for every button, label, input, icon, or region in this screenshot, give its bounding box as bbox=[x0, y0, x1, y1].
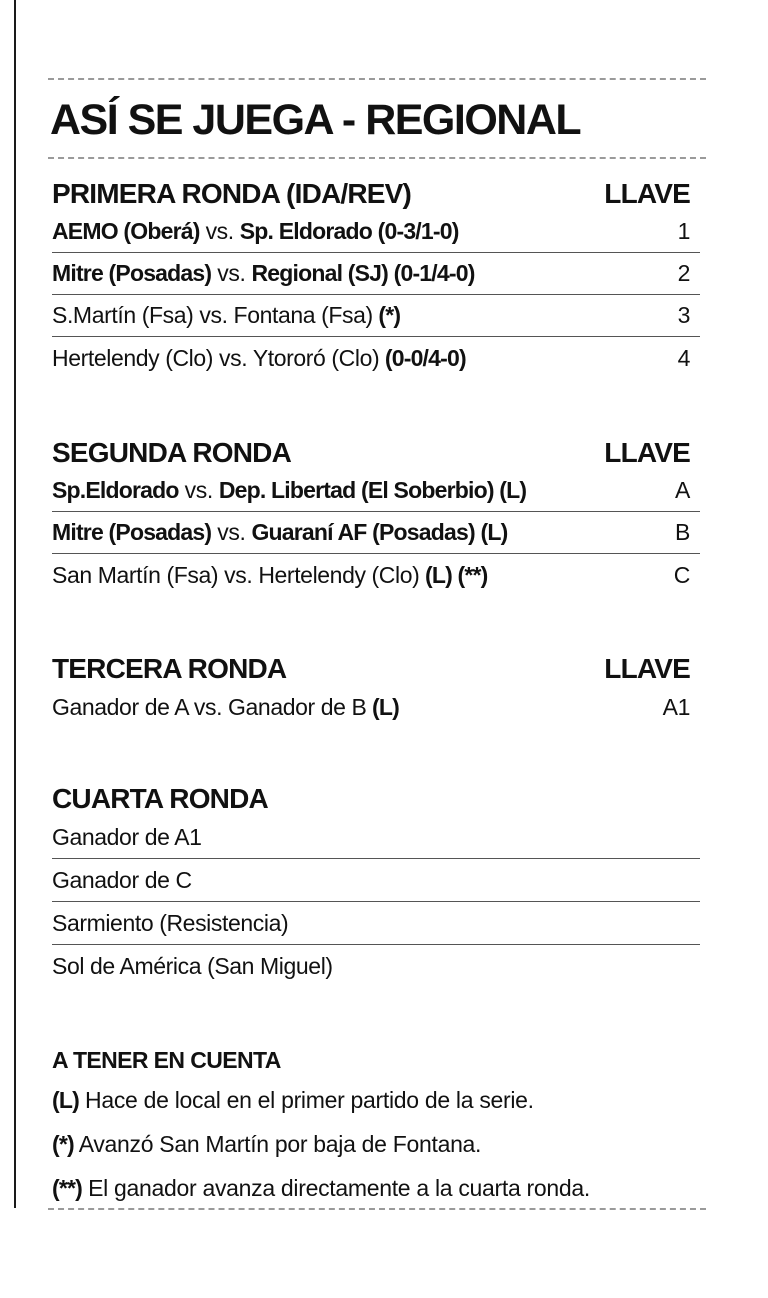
section-title: CUARTA RONDA bbox=[52, 783, 268, 814]
list-item bbox=[52, 945, 700, 988]
page-title: ASÍ SE JUEGA - REGIONAL bbox=[50, 96, 581, 144]
match-row bbox=[52, 295, 700, 337]
notes-section bbox=[52, 1042, 692, 1210]
section-header bbox=[52, 436, 700, 470]
section-header bbox=[52, 652, 700, 686]
match-text: Mitre (Posadas) vs. Regional (SJ) (0-1/4-0) bbox=[52, 260, 475, 286]
match-row bbox=[52, 337, 700, 379]
match-row bbox=[52, 512, 700, 554]
section-title: TERCERA RONDA bbox=[52, 653, 287, 684]
match-key: A1 bbox=[662, 693, 690, 720]
match-text: Sp.Eldorado vs. Dep. Libertad (El Soberbio) (L) bbox=[52, 477, 527, 503]
divider-title bbox=[48, 157, 706, 159]
match-row bbox=[52, 253, 700, 295]
match-text: S.Martín (Fsa) vs. Fontana (Fsa) (*) bbox=[52, 302, 401, 328]
match-key: C bbox=[673, 561, 690, 588]
notes-title: A TENER EN CUENTA bbox=[52, 1046, 281, 1073]
note-item: (**) El ganador avanza directamente a la cuarta ronda. bbox=[52, 1174, 590, 1201]
section-header bbox=[52, 782, 700, 816]
key-column-header: LLAVE bbox=[604, 178, 690, 209]
key-column-header: LLAVE bbox=[604, 437, 690, 468]
list-item bbox=[52, 859, 700, 902]
match-text: AEMO (Oberá) vs. Sp. Eldorado (0-3/1-0) bbox=[52, 218, 459, 244]
divider-bottom bbox=[48, 1208, 706, 1210]
section-title: SEGUNDA RONDA bbox=[52, 437, 292, 468]
match-key: 3 bbox=[677, 302, 690, 328]
note-item: (L) Hace de local en el primer partido de la serie. bbox=[52, 1086, 534, 1113]
section-cuarta-ronda bbox=[52, 782, 700, 988]
left-border-rule bbox=[14, 0, 16, 1208]
team-name: Sol de América (San Miguel) bbox=[52, 953, 333, 979]
section-tercera-ronda bbox=[52, 652, 700, 728]
section-title: PRIMERA RONDA (IDA/REV) bbox=[52, 178, 412, 209]
match-text: San Martín (Fsa) vs. Hertelendy (Clo) (L) (**) bbox=[52, 561, 488, 588]
list-item bbox=[52, 902, 700, 945]
match-row bbox=[52, 211, 700, 253]
match-key: 2 bbox=[677, 260, 690, 286]
list-item bbox=[52, 816, 700, 859]
section-segunda-ronda bbox=[52, 436, 700, 596]
match-key: A bbox=[675, 477, 690, 503]
team-name: Ganador de C bbox=[52, 866, 192, 893]
match-text: Hertelendy (Clo) vs. Ytororó (Clo) (0-0/4-0) bbox=[52, 344, 466, 371]
team-name: Sarmiento (Resistencia) bbox=[52, 909, 289, 936]
section-header bbox=[52, 177, 700, 211]
match-key: 4 bbox=[677, 344, 690, 371]
key-column-header: LLAVE bbox=[604, 653, 690, 684]
match-row bbox=[52, 686, 700, 728]
note-item: (*) Avanzó San Martín por baja de Fontana. bbox=[52, 1130, 482, 1157]
match-key: 1 bbox=[677, 218, 690, 244]
section-primera-ronda bbox=[52, 177, 700, 379]
divider-top bbox=[48, 78, 706, 80]
match-row bbox=[52, 470, 700, 512]
match-key: B bbox=[675, 519, 690, 545]
team-name: Ganador de A1 bbox=[52, 823, 202, 850]
match-text: Ganador de A vs. Ganador de B (L) bbox=[52, 693, 400, 720]
match-row bbox=[52, 554, 700, 596]
match-text: Mitre (Posadas) vs. Guaraní AF (Posadas) (L) bbox=[52, 519, 508, 545]
